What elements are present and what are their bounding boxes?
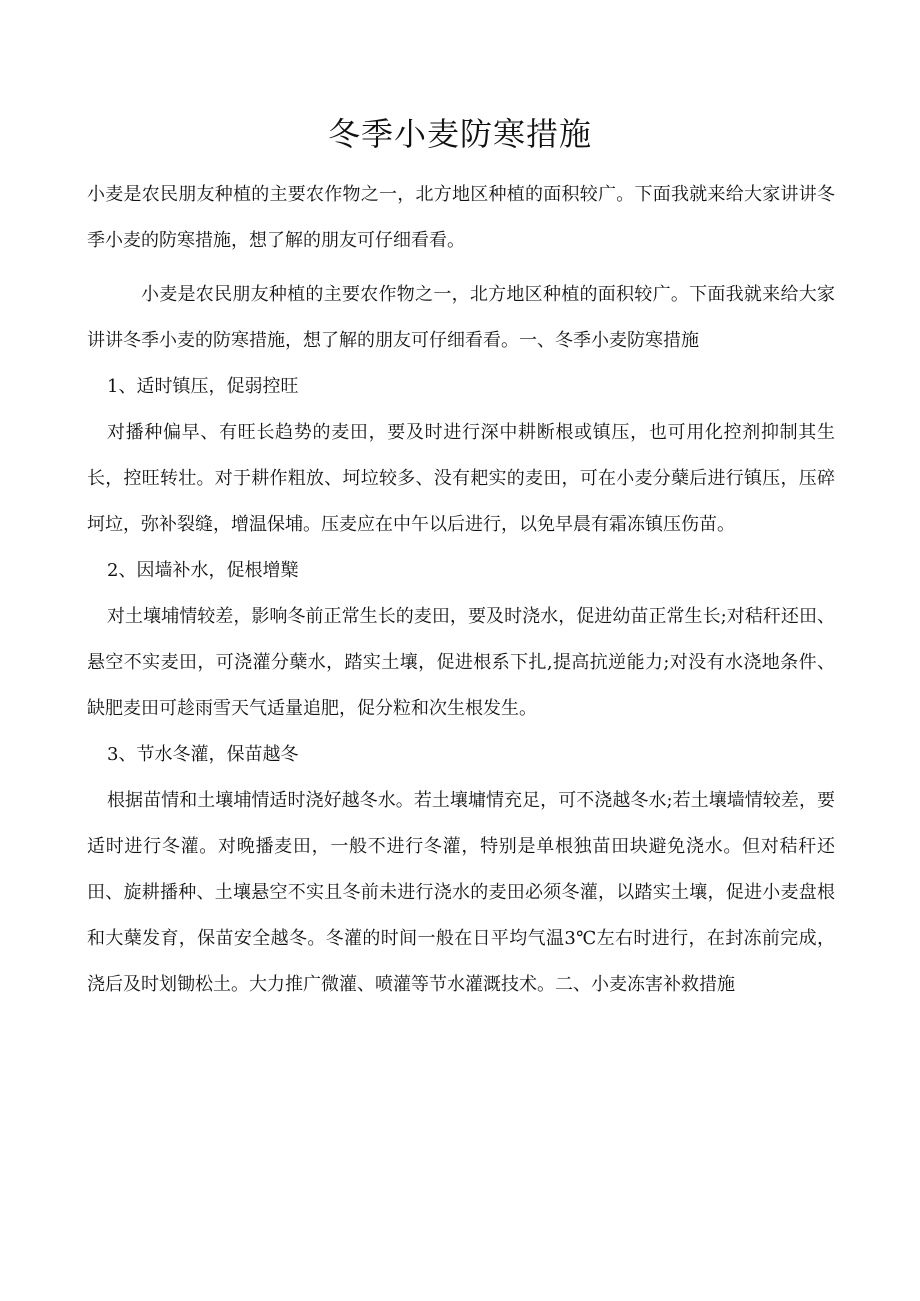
section-heading-3: 3、节水冬灌，保苗越冬	[107, 744, 299, 765]
section-body-3: 根据苗情和土壤埔情适时浇好越冬水。若土壤墉情充足，可不浇越冬水;若土壤墙情较差，要适时进行冬灌。对晚播麦田，一般不进行冬灌，特别是单根独苗田块避免浇水。但对秸秆还田、旋耕播种、土壤悬空不实且冬前未进行浇水的麦田必须冬灌，以踏实土壤，促进小麦盘根和大蘖发育，保苗安全越冬。冬灌的时间一般在日平均气温3℃左右时进行，在封冻前完成，浇后及时划锄松土。大力推广微灌、喷灌等节水灌溉技术。二、小麦冻害补救措施	[87, 790, 835, 995]
repeated-intro-paragraph: 小麦是农民朋友种植的主要农作物之一，北方地区种植的面积较广。下面我就来给大家讲讲冬季小麦的防寒措施，想了解的朋友可仔细看看。一、冬季小麦防寒措施	[87, 284, 835, 351]
section-body-1: 对播种偏早、有旺长趋势的麦田，要及时进行深中耕断根或镇压，也可用化控剂抑制其生长，控旺转壮。对于耕作粗放、坷垃较多、没有耙实的麦田，可在小麦分蘖后进行镇压，压碎坷垃，弥补裂缝，增温保埔。压麦应在中午以后进行，以免早晨有霜冻镇压伤苗。	[87, 422, 835, 535]
intro-paragraph: 小麦是农民朋友种植的主要农作物之一，北方地区种植的面积较广。下面我就来给大家讲讲冬季小麦的防寒措施，想了解的朋友可仔细看看。	[87, 184, 835, 251]
section-body-2: 对土壤埔情较差，影响冬前正常生长的麦田，要及时浇水，促进幼苗正常生长;对秸秆还田、悬空不实麦田，可浇灌分蘖水，踏实土壤，促进根系下扎,提高抗逆能力;对没有水浇地条件、缺肥麦田可趁雨雪天气适量追肥，促分粒和次生根发生。	[87, 606, 835, 719]
section-heading-1: 1、适时镇压，促弱控旺	[107, 376, 299, 397]
section-heading-2: 2、因墙补水，促根增櫱	[107, 560, 299, 581]
document-title: 冬季小麦防寒措施	[327, 115, 592, 153]
document-body	[87, 172, 835, 1008]
